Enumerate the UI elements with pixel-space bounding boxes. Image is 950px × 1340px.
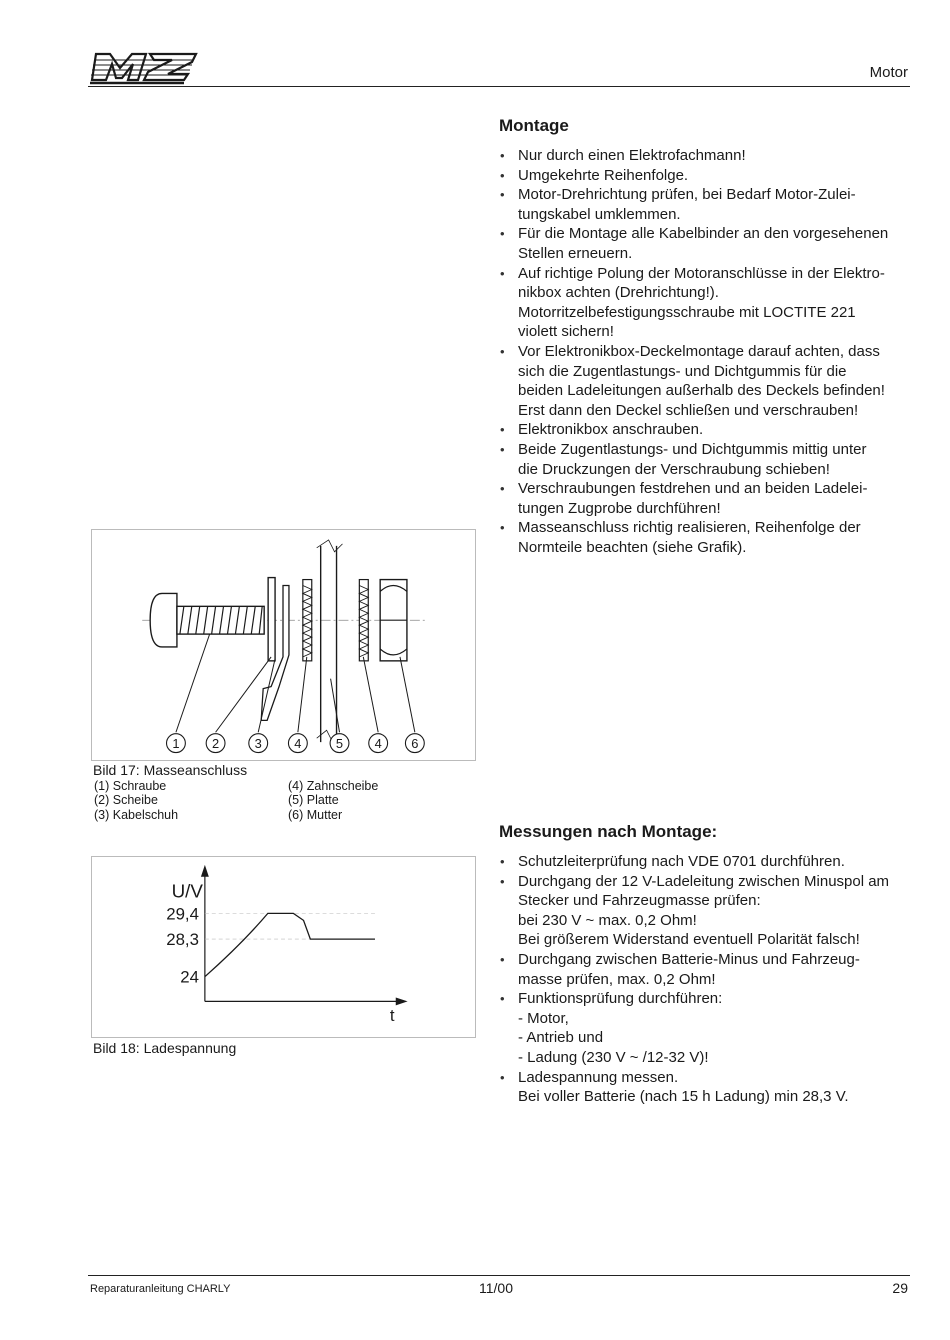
list-item-line: nikbox achten (Drehrichtung!). [518, 284, 719, 302]
callout-number: 6 [411, 736, 419, 752]
callout-number: 3 [254, 736, 262, 752]
list-item [499, 420, 919, 440]
list-item [499, 166, 919, 186]
list-item-line: • Nur durch einen Elektrofachmann! [518, 147, 746, 164]
montage-list [499, 146, 919, 557]
list-item [499, 872, 919, 950]
page-number: 29 [892, 1280, 908, 1296]
list-item [499, 1068, 919, 1107]
list-item-line: • Masseanschluss richtig realisieren, Reihenfolge der [518, 519, 861, 537]
footer-date: 11/00 [479, 1280, 513, 1296]
y-axis-label: U/V [171, 880, 203, 902]
list-item-line: Bei größerem Widerstand eventuell Polarität falsch! [518, 931, 860, 949]
screw-head [150, 593, 177, 647]
legend-item: (5) Platte [288, 793, 339, 808]
callout-number: 2 [212, 736, 220, 752]
list-item-line: sich die Zugentlastungs- und Dichtgummis für die [518, 362, 847, 380]
list-item-line: Motorritzelbefestigungsschraube mit LOCTITE 221 [518, 303, 856, 321]
figure-17-caption: Bild 17: Masseanschluss [93, 762, 248, 778]
list-item-line: - Antrieb und [518, 1029, 604, 1047]
callout-number: 1 [172, 736, 180, 752]
list-item [499, 989, 919, 1067]
list-item-line: violett sichern! [518, 323, 614, 341]
y-tick-label: 28,3 [166, 930, 199, 950]
footer-manual-title: Reparaturanleitung CHARLY [90, 1283, 231, 1295]
figure-17-legend-right [288, 779, 378, 822]
legend-item: (4) Zahnscheibe [288, 779, 379, 793]
figure-17-legend-left [94, 779, 178, 822]
list-item-line: - Motor, [518, 1009, 569, 1027]
list-item [499, 224, 919, 263]
list-item-line: die Druckzungen der Verschraubung schieben! [518, 460, 830, 478]
list-item-line: Stecker und Fahrzeugmasse prüfen: [518, 892, 761, 910]
y-tick-label: 24 [180, 967, 199, 987]
list-item-line: • Elektronikbox anschrauben. [518, 421, 704, 439]
legend-item: (6) Mutter [288, 807, 343, 822]
y-axis-arrow [201, 865, 209, 877]
list-item-line: Erst dann den Deckel schließen und verschrauben! [518, 401, 859, 419]
list-item-line: • Für die Montage alle Kabelbinder an den vorgesehenen [518, 225, 889, 243]
messungen-list [499, 852, 919, 1107]
figure-18-ladespannung-chart [91, 856, 476, 1038]
list-item-line: • Beide Zugentlastungs- und Dichtgummis mittig unter [518, 440, 867, 458]
list-item-line: • Vor Elektronikbox-Deckelmontage darauf achten, dass [518, 342, 880, 360]
list-item-line: masse prüfen, max. 0,2 Ohm! [518, 970, 716, 988]
callout-number: 4 [294, 736, 302, 752]
list-item-line: - Ladung (230 V ~ /12-32 V)! [518, 1048, 709, 1066]
figure-17-masseanschluss [91, 529, 476, 761]
list-item-line: Bei voller Batterie (nach 15 h Ladung) min 28,3 V. [518, 1088, 849, 1106]
washer [268, 578, 275, 661]
list-item-line: • Durchgang der 12 V-Ladeleitung zwischen Minuspol am [518, 872, 890, 890]
list-item-line: • Verschraubungen festdrehen und an beiden Ladelei- [518, 480, 868, 498]
montage-title: Montage [499, 116, 569, 135]
list-item-line: • Auf richtige Polung der Motoranschlüsse in der Elektro- [518, 264, 885, 282]
list-item [499, 146, 919, 166]
charge-voltage-line [205, 913, 375, 976]
list-item-line: tungen Zugprobe durchführen! [518, 499, 721, 517]
list-item-line: beiden Ladeleitungen außerhalb des Deckels befinden! [518, 382, 885, 400]
mz-logo [88, 48, 200, 86]
list-item [499, 342, 919, 420]
figure-18-caption: Bild 18: Ladespannung [93, 1040, 237, 1056]
list-item [499, 852, 919, 872]
messungen-title: Messungen nach Montage: [499, 822, 718, 841]
callout-number: 4 [374, 736, 382, 752]
footer-rule [88, 1275, 910, 1276]
list-item [499, 479, 919, 518]
x-axis-arrow [396, 997, 408, 1005]
montage-section [499, 116, 919, 557]
list-item-line: • Motor-Drehrichtung prüfen, bei Bedarf Motor-Zulei- [518, 186, 856, 204]
messungen-section [499, 822, 919, 1107]
list-item-line: • Ladespannung messen. [518, 1068, 679, 1086]
list-item-line: bei 230 V ~ max. 0,2 Ohm! [518, 911, 697, 929]
list-item [499, 264, 919, 342]
y-tick-label: 29,4 [166, 904, 199, 924]
callout-number: 5 [335, 736, 344, 752]
header-rule [88, 86, 910, 87]
list-item [499, 950, 919, 989]
list-item-line: • Funktionsprüfung durchführen: [518, 990, 723, 1008]
x-axis-label: t [389, 1006, 395, 1026]
list-item-line: • Umgekehrte Reihenfolge. [518, 166, 689, 184]
list-item-line: • Durchgang zwischen Batterie-Minus und Fahrzeug- [518, 950, 860, 968]
header-section-title: Motor [869, 64, 908, 81]
legend-item: (3) Kabelschuh [94, 807, 179, 822]
list-item [499, 185, 919, 224]
list-item-line: tungskabel umklemmen. [518, 205, 681, 223]
list-item-line: • Schutzleiterprüfung nach VDE 0701 durchführen. [518, 853, 845, 870]
nut [380, 580, 407, 661]
list-item [499, 440, 919, 479]
legend-item: (2) Scheibe [94, 793, 158, 808]
plate [321, 546, 337, 742]
list-item-line: Normteile beachten (siehe Grafik). [518, 538, 747, 556]
list-item-line: Stellen erneuern. [518, 244, 633, 262]
legend-item: (1) Schraube [94, 779, 167, 793]
list-item [499, 518, 919, 557]
